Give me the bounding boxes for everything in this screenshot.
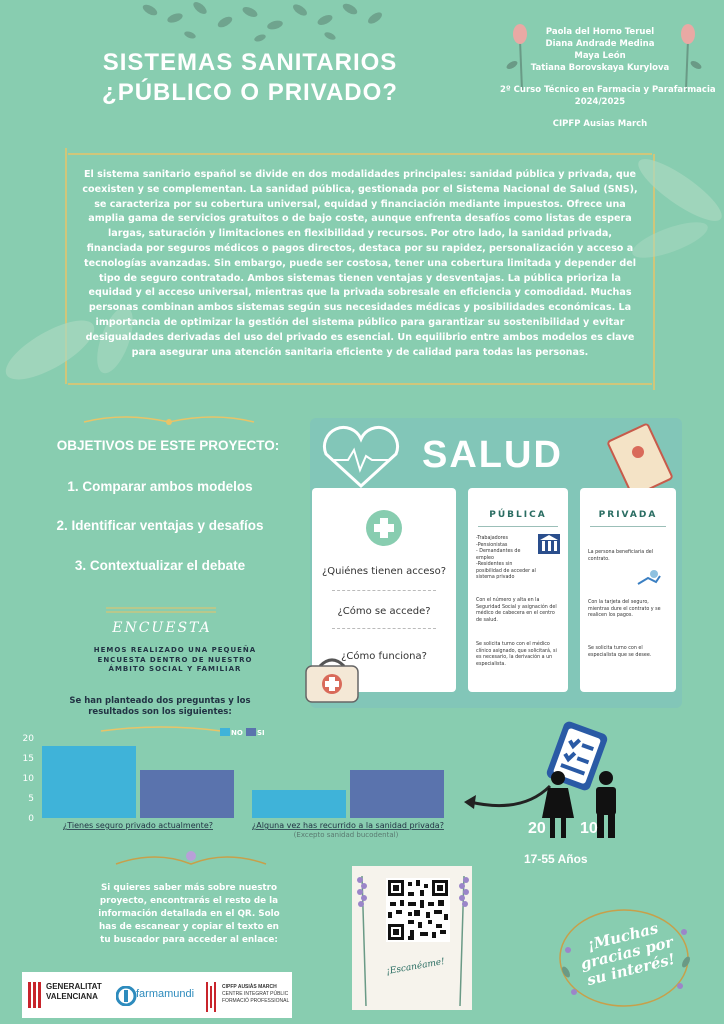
intro-paragraph: El sistema sanitario español se divide en dos modalidades principales: sanidad pública y privada, que coexisten y se complementan. La sanidad pública, gestionada por el Sistema Nacional de Salud (SNS), se caracteriza por su cobertura universal, equidad y financiación mediante impuestos. Ofrece una amplia gama de servicios gratuitos o de bajo coste, aunque enfrenta desafíos como listas de espera largas, saturación y limitaciones en flexibilidad y recursos. Por otro lado, la sanidad privada, financiada por seguros médicos o pagos directos, destaca por su rapidez, personalización y acceso a tecnologías avanzadas. Sin embargo, puede ser costosa, tener una cobertura limitada y depender del tipo de seguro contratado. Ambos sistemas tienen ventajas y desventajas. La pública prioriza la equidad y el acceso universal, mientras que la privada sobresale en eficiencia y comodidad. Muchas personas combinan ambos sistemas según sus necesidades médicas y posibilidades económicas. La importancia de optimizar la gestión del sistema público para garantizar su sostenibilidad y evitar desigualdades derivadas del uso del privado es esencial. Un equilibrio entre ambos modelos es clave para asegurar una atención sanitaria eficiente y de calidad para todas las personas. [82,169,638,358]
salud-infographic [310,418,682,708]
y-tick-label: 15 [22,754,34,764]
y-tick-label: 0 [28,814,34,824]
age-range: 17-55 Años [524,852,588,866]
ornament-divider [74,412,264,432]
thanks-text: ¡Muchas gracias por su interés! [578,919,677,990]
author: Maya León [574,51,626,61]
authors-block [500,26,716,130]
logos-bar [22,972,292,1018]
objective-item: 3. Contextualizar el debate [74,558,246,573]
farmamundi-logo: farmamundi [116,984,194,1008]
hand-pill-icon [636,568,662,590]
course-year: 2024/2025 [574,97,626,107]
objective-item: 2. Identificar ventajas y desafíos [56,518,264,533]
x-tick-label: ¿Alguna vez has recurrido a la sanidad privada? [252,821,444,830]
cipfp-logo-icon [206,982,220,1012]
question-works: ¿Cómo funciona? [341,651,427,662]
question-access: ¿Quiénes tienen acceso? [321,566,447,577]
farmamundi-logo-icon [116,986,138,1006]
publica-how: Con el número y alta en la Seguridad Social y asignación del médico de cabecera en el centro de salud. [476,598,557,623]
qr-card [352,866,472,1010]
heart-monitor-icon [316,424,406,494]
gva-logo-icon [28,982,42,1008]
page-title: SISTEMAS SANITARIOS ¿PÚBLICO O PRIVADO? [102,49,398,106]
leaf-garland-decoration [130,0,390,50]
legend-swatch [220,728,230,736]
men-count: 10 [580,820,598,837]
author: Tatiana Borovskaya Kurylova [530,63,670,73]
arrow-icon [462,780,552,820]
ornament-divider [106,846,276,876]
publica-works: Se solicita turno con el médico clínico asignado, que solicitará, si es necesario, la derivación a un especialista. [476,642,557,667]
lavender-decoration [448,866,478,1006]
qr-card-label: ¡Escanéame! [385,956,446,978]
x-tick-note: (Excepto sanidad bucodental) [293,831,399,839]
women-count: 20 [528,820,546,837]
question-how: ¿Cómo se accede? [337,606,431,617]
cipfp-logo: CIPFP AUSIÀS MARCH CENTRE INTEGRAT PÚBLIC FORMACIÓ PROFESSIONAL [206,982,290,1012]
building-icon [538,534,560,554]
school: CIPFP Ausias March [552,119,648,129]
lavender-decoration [348,866,378,1006]
bar [42,746,136,818]
survey-title: ENCUESTA [112,620,212,636]
bar [350,770,444,818]
publica-access: -Trabajadores -Pensionistas - Demandantes de empleo -Residentes sin posibilidad de acceder al sistema privado [476,536,536,580]
publica-card [468,488,568,692]
privada-works: Se solicita turno con el especialista que se desee. [588,646,652,658]
survey-description: HEMOS REALIZADO UNA PEQUEÑA ENCUESTA DENTRO DE NUESTRO ÁMBITO SOCIAL Y FAMILIAR [93,646,257,673]
privada-how: Con la tarjeta del seguro, mientras dure el contrato y se realicen los pagos. [588,600,661,618]
medical-cross-icon [366,510,402,546]
publica-header: PÚBLICA [489,510,547,520]
y-tick-label: 5 [28,794,34,804]
x-tick-label: ¿Tienes seguro privado actualmente? [63,821,213,830]
legend-label: SI [257,729,265,737]
bar [252,790,346,818]
course: 2º Curso Técnico en Farmacia y Parafarmacia [500,85,716,95]
ornament-divider [96,600,226,620]
objectives-title: OBJETIVOS DE ESTE PROYECTO: [56,438,280,453]
bar [140,770,234,818]
legend-label: NO [231,729,243,737]
salud-title: SALUD [422,434,563,476]
objective-item: 1. Comparar ambos modelos [67,479,253,494]
author: Paola del Horno Teruel [545,27,655,37]
gva-logo-text: GENERALITAT VALENCIANA [46,982,102,1001]
chart-intro: Se han planteado dos preguntas y los resultados son los siguientes: [69,696,251,717]
y-tick-label: 20 [22,734,34,744]
privada-header: PRIVADA [598,510,658,520]
qr-code[interactable] [386,878,450,942]
qr-instructions: Si quieres saber más sobre nuestro proyecto, encontrarás el resto de la información detallada en el QR. Solo has de escanear y copiar el texto en tu buscador para acceder al enlace: [98,883,280,945]
author: Diana Andrade Medina [545,39,655,49]
privada-access: La persona beneficiaria del contrato. [588,550,654,562]
survey-bar-chart [0,722,470,842]
privada-card [580,488,676,692]
medical-kit-icon [302,650,362,706]
y-tick-label: 10 [22,774,34,784]
legend-swatch [246,728,256,736]
